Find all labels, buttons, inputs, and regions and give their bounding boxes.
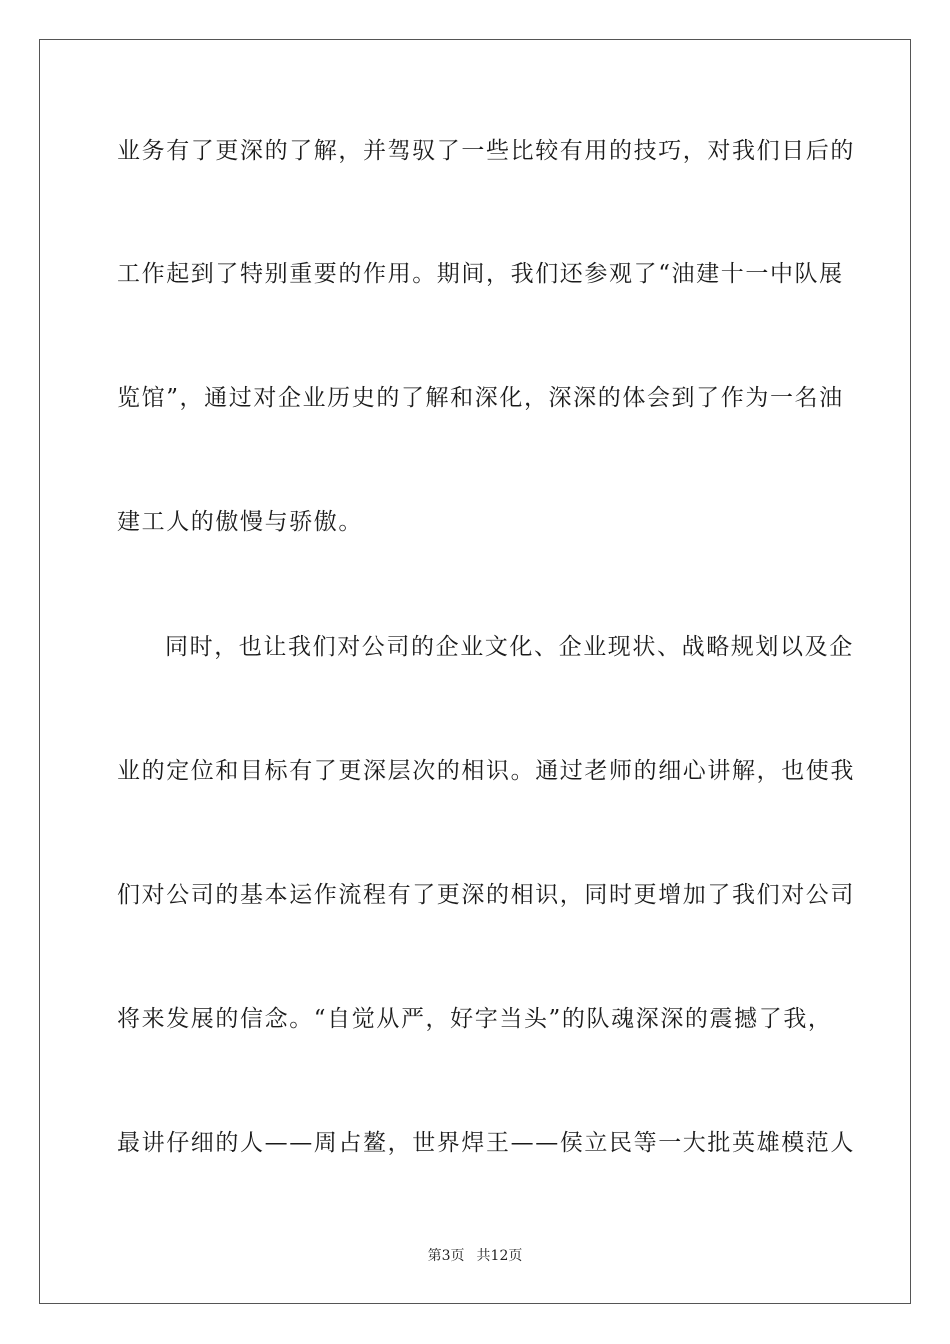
text-line: 工作起到了特别重要的作用。期间，我们还参观了“油建十一中队展 bbox=[117, 261, 844, 287]
text-line: 业务有了更深的了解，并驾驭了一些比较有用的技巧，对我们日后的 bbox=[117, 138, 855, 164]
page-number: 第3页 bbox=[427, 1248, 465, 1264]
text-line: 建工人的傲慢与骄傲。 bbox=[117, 509, 363, 535]
text-line: 将来发展的信念。“自觉从严，好字当头”的队魂深深的震撼了我， bbox=[117, 1006, 833, 1032]
text-line: 们对公司的基本运作流程有了更深的相识，同时更增加了我们对公司 bbox=[117, 882, 855, 908]
text-line: 最讲仔细的人——周占鳌，世界焊王——侯立民等一大批英雄模范人 bbox=[117, 1130, 855, 1156]
paragraph-first-line: 同时，也让我们对公司的企业文化、企业现状、战略规划以及企 bbox=[165, 634, 854, 660]
text-line: 览馆”，通过对企业历史的了解和深化，深深的体会到了作为一名油 bbox=[117, 385, 844, 411]
text-line: 业的定位和目标有了更深层次的相识。通过老师的细心讲解，也使我 bbox=[117, 758, 855, 784]
page-border bbox=[39, 39, 911, 1304]
page-footer bbox=[0, 1247, 950, 1265]
page-total: 共12页 bbox=[476, 1248, 523, 1264]
